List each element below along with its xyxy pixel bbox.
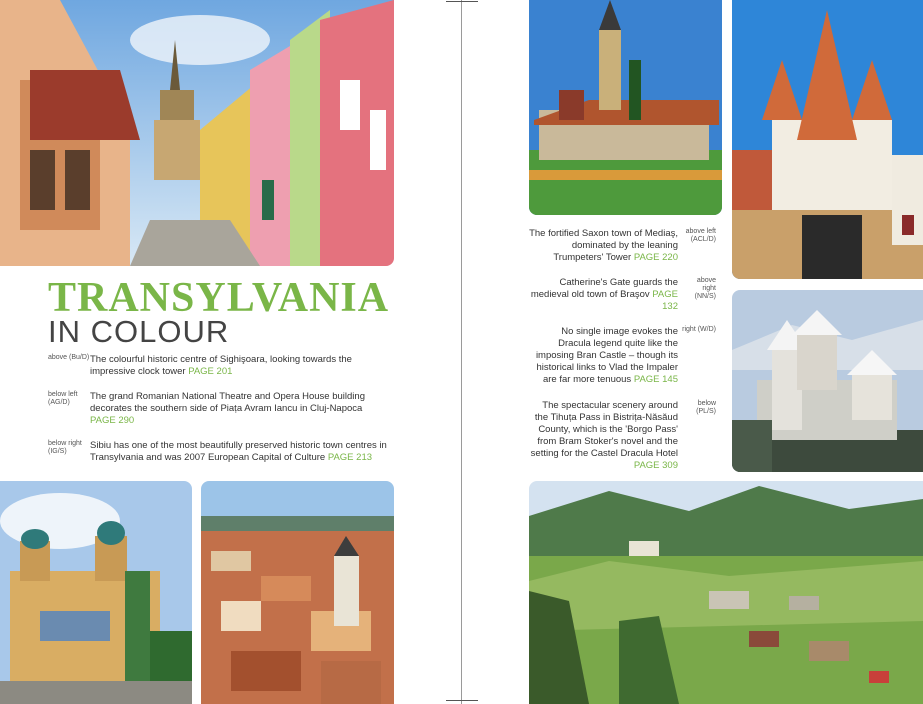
- spread-title: TRANSYLVANIA: [48, 275, 390, 321]
- photo-bran-castle: [732, 290, 923, 472]
- photo-sighisoara: [0, 0, 394, 266]
- photo-medias: [529, 0, 722, 215]
- page-reference-link[interactable]: PAGE 132: [652, 289, 678, 312]
- caption-sighisoara: [48, 354, 388, 378]
- photo-sibiu: [201, 481, 394, 704]
- caption-tag: right (W/D): [682, 326, 716, 333]
- caption-sibiu: [48, 440, 393, 464]
- page-reference-link[interactable]: PAGE 309: [633, 460, 678, 471]
- caption-tag: above left (ACL/D): [685, 228, 716, 243]
- spread-subtitle: IN COLOUR: [48, 314, 230, 349]
- caption-text: The colourful historic centre of Sighişoara, looking towards the impressive clock tower PAGE 201: [90, 354, 352, 377]
- book-spine: [461, 0, 462, 704]
- caption-text: Sibiu has one of the most beautifully preserved historic town centres in Transylvania and was 2007 European Capital of Culture PAGE 213: [90, 440, 387, 463]
- caption-tag: above (Bu/D): [48, 354, 90, 361]
- page-reference-link[interactable]: PAGE 213: [327, 452, 373, 463]
- caption-tag: below right (IG/S): [48, 440, 82, 455]
- page-reference-link[interactable]: PAGE 201: [188, 366, 233, 377]
- caption-medias: [528, 228, 716, 264]
- page-reference-link[interactable]: PAGE 145: [633, 374, 678, 385]
- page-reference-link[interactable]: PAGE 290: [90, 415, 135, 426]
- caption-text: The fortified Saxon town of Mediaş, dominated by the leaning Trumpeters' Tower PAGE 220: [529, 228, 678, 263]
- caption-text: Catherine's Gate guards the medieval old town of Braşov PAGE 132: [530, 277, 678, 312]
- spine-tick-top: [446, 1, 478, 2]
- caption-catherines-gate: [528, 277, 716, 313]
- page-reference-link[interactable]: PAGE 220: [633, 252, 678, 263]
- spine-tick-bottom: [446, 700, 478, 701]
- caption-bran-castle: [528, 326, 716, 386]
- caption-tihuta-pass: [528, 400, 716, 472]
- caption-text: The spectacular scenery around the Tihuța Pass in Bistrița-Năsăud County, which is the 'Borgo Pass' from Bram Stoker's novel and the setting for the Castel Dracula Hotel PAGE 309: [530, 400, 678, 471]
- photo-cluj-theatre: [0, 481, 192, 704]
- photo-tihuta-pass: [529, 481, 923, 704]
- caption-text: No single image evokes the Dracula legend quite like the imposing Bran Castle – though its historical links to Vlad the Impaler are far more tenuous PAGE 145: [535, 326, 678, 385]
- photo-catherines-gate: [732, 0, 923, 279]
- caption-tag: below (PL/S): [696, 400, 716, 415]
- caption-text: The grand Romanian National Theatre and Opera House building decorates the southern side of Piața Avram Iancu in Cluj-Napoca PAGE 290: [90, 391, 365, 426]
- caption-cluj-theatre: [48, 391, 388, 427]
- caption-tag: above right (NN/S): [694, 277, 716, 300]
- caption-tag: below left (AG/D): [48, 391, 78, 406]
